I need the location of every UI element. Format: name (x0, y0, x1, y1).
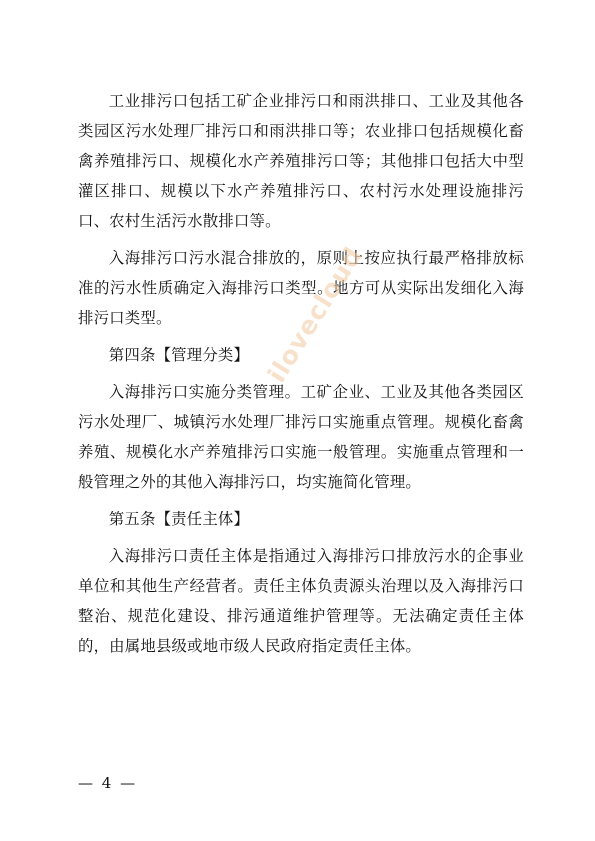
page-number: — 4 — (78, 774, 138, 792)
article-4-body: 入海排污口实施分类管理。工矿企业、工业及其他各类园区污水处理厂、城镇污水处理厂排污口实施重点管理。规模化畜禽养殖、规模化水产养殖排污口实施一般管理。实施重点管理和一般管理之外的其他入海排污口，均实施简化管理。 (78, 383, 524, 491)
paragraph-gap (78, 333, 524, 340)
paragraph-gap (78, 236, 524, 243)
watermark-logo: ilovecloud (262, 241, 369, 388)
article-4-heading: 第四条【管理分类】 (108, 346, 250, 364)
paragraph-gap (78, 370, 524, 377)
article-5-body: 入海排污口责任主体是指通过入海排污口排放污水的企事业单位和其他生产经营者。责任主体负责源头治理以及入海排污口整治、规范化建设、排污通道维护管理等。无法确定责任主体的，由属地县级或地市级人民政府指定责任主体。 (78, 547, 524, 655)
document-body (78, 86, 524, 661)
paragraph-industrial-outlets: 工业排污口包括工矿企业排污口和雨洪排口、工业及其他各类园区污水处理厂排污口和雨洪排口等；农业排口包括规模化畜禽养殖排污口、规模化水产养殖排污口等；其他排口包括大中型灌区排口、规模以下水产养殖排污口、农村污水处理设施排污口、农村生活污水散排口等。 (78, 92, 524, 230)
article-5-heading: 第五条【责任主体】 (108, 510, 250, 528)
paragraph-gap (78, 534, 524, 541)
paragraph-mixed-discharge: 入海排污口污水混合排放的，原则上按应执行最严格排放标准的污水性质确定入海排污口类型。地方可从实际出发细化入海排污口类型。 (78, 249, 524, 327)
paragraph-gap (78, 497, 524, 504)
